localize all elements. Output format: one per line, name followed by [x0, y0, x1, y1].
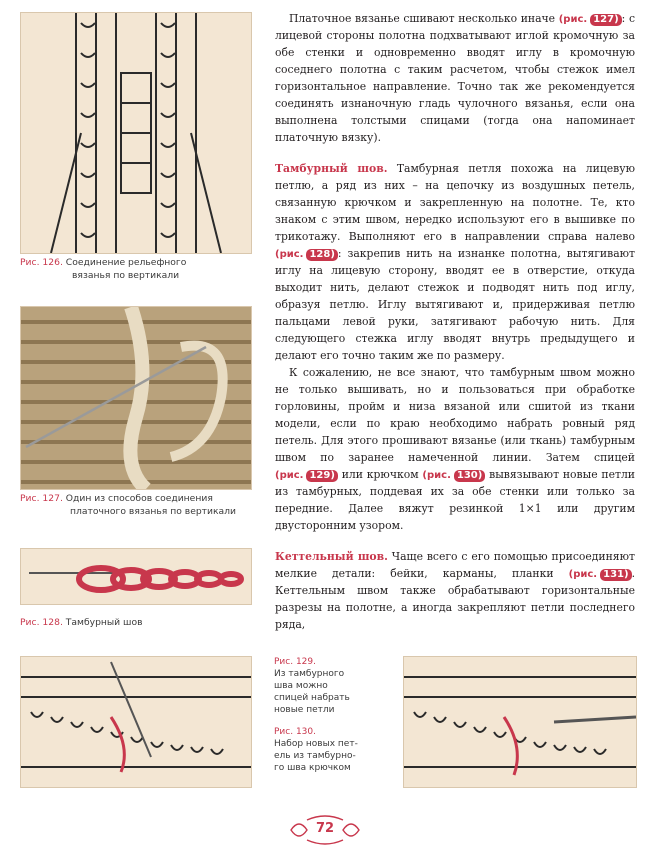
chain-stitch-diagram — [21, 549, 251, 604]
figure-127-photo — [20, 306, 252, 490]
paragraph-chain-stitch: Тамбурный шов. Тамбурная петля похожа на лицевую петлю, а ряд из них – на цепочку из воздушных петель, связанную крючком и закрепленную на полотне. Те, кто знаком с этим швом, нередко используют его в вышивке по трикотажу. Выполняют его в направлении справа налево (рис. 128) : закрепив нить на изнанке полотна, вытягивают иглу на лицевую сторону, вводят ее в отверстие, откуда выходит нить, делают стежок и подводят нить под иглу, образуя петлю. Иглу вытягивают и, придерживая петлю пальцами левой руки, затягивают рабочую нить. Для следующего стежка иглу вводят внутрь предыдущего и делают его точно таким же по размеру. — [275, 162, 635, 362]
needle-pickup-diagram — [21, 657, 251, 787]
figure-129-caption-line2: шва можно — [274, 681, 328, 691]
reference-fig-131: (рис. 131) — [569, 569, 632, 581]
page-number-ornament — [285, 812, 365, 848]
figure-126-illustration — [20, 12, 252, 254]
garter-seam-photo — [21, 307, 251, 489]
paragraph-garter-seam: Платочное вязанье сшивают несколько иначе (рис. 127) : с лицевой стороны полотна подхватывают иглой кромочную за обе стенки и одновременно вводят иглу в кромочную соседнего полотна с таким расчетом, чтобы стежок имел горизонтальное направление. Точно так же рекомендуется соединять изнаночную гладь чулочного вязанья, если она выполнена толстыми спицами (тогда она напоминает платочную вязку). — [275, 12, 635, 144]
figure-130-caption-line1: Набор новых пет- — [274, 739, 358, 749]
reference-fig-130: (рис. 130) — [422, 470, 485, 482]
main-text-column — [275, 10, 635, 633]
figure-127-caption-line1: Один из способов соединения — [65, 493, 213, 504]
figure-126-label: Рис. 126. — [20, 257, 63, 268]
paragraph-kettel-stitch: Кеттельный шов. Чаще всего с его помощью присоединяют мелкие детали: бейки, карманы, планки (рис. 131) . Кеттельным швом также обрабатывают горизонтальные разрезы на полотне, а иногда закрепляют петли последнего ряда, — [275, 550, 635, 631]
figure-130-caption-line3: го шва крючком — [274, 763, 351, 773]
figure-128-label: Рис. 128. — [20, 617, 63, 628]
figure-127-caption-line2: платочного вязанья по вертикали — [70, 506, 237, 517]
figure-129-caption-line1: Из тамбурного — [274, 669, 345, 679]
page-number: 72 — [315, 821, 335, 836]
heading-kettel-stitch: Кеттельный шов. — [275, 550, 388, 563]
heading-chain-stitch: Тамбурный шов. — [275, 162, 388, 175]
figure-126-caption-line2: вязанья по вертикали — [72, 270, 180, 281]
figure-128-illustration — [20, 548, 252, 605]
rib-knit-diagram — [21, 13, 251, 253]
figure-127-caption — [20, 492, 250, 518]
figure-129-illustration — [20, 656, 252, 788]
figure-128-caption-line1: Тамбурный шов — [65, 617, 143, 628]
figure-130-illustration — [403, 656, 637, 788]
figure-130-label: Рис. 130. — [274, 727, 316, 737]
figure-126-caption-line1: Соединение рельефного — [65, 257, 187, 268]
figure-129-130-captions — [274, 656, 384, 774]
crochet-pickup-diagram — [404, 657, 636, 787]
figure-126-caption — [20, 256, 250, 282]
reference-fig-128: (рис. 128) — [275, 249, 338, 261]
reference-fig-129: (рис. 129) — [275, 470, 338, 482]
reference-fig-127: (рис. 127) — [559, 14, 622, 26]
figure-130-caption-line2: ель из тамбурно- — [274, 751, 356, 761]
paragraph-chain-stitch-edges: К сожалению, не все знают, что тамбурным швом можно не только вышивать, но и пользоваться при обработке горловины, пройм и низа вязаной или сшитой из ткани модели, если по краю необходимо набрать ровный ряд петель. Для этого прошивают вязанье (или ткань) тамбурным швом по заранее намеченной линии. Затем спицей (рис. 129) или крючком (рис. 130) вывязывают новые петли из тамбурных, поддевая их за обе стенки или только за передние. Далее вяжут резинкой 1×1 или другим двусторонним узором. — [275, 366, 636, 532]
figure-129-caption-line4: новые петли — [274, 705, 335, 715]
figure-127-label: Рис. 127. — [20, 493, 63, 504]
figure-129-label: Рис. 129. — [274, 657, 316, 667]
figure-129-caption-line3: спицей набрать — [274, 693, 350, 703]
figure-128-caption — [20, 616, 250, 629]
